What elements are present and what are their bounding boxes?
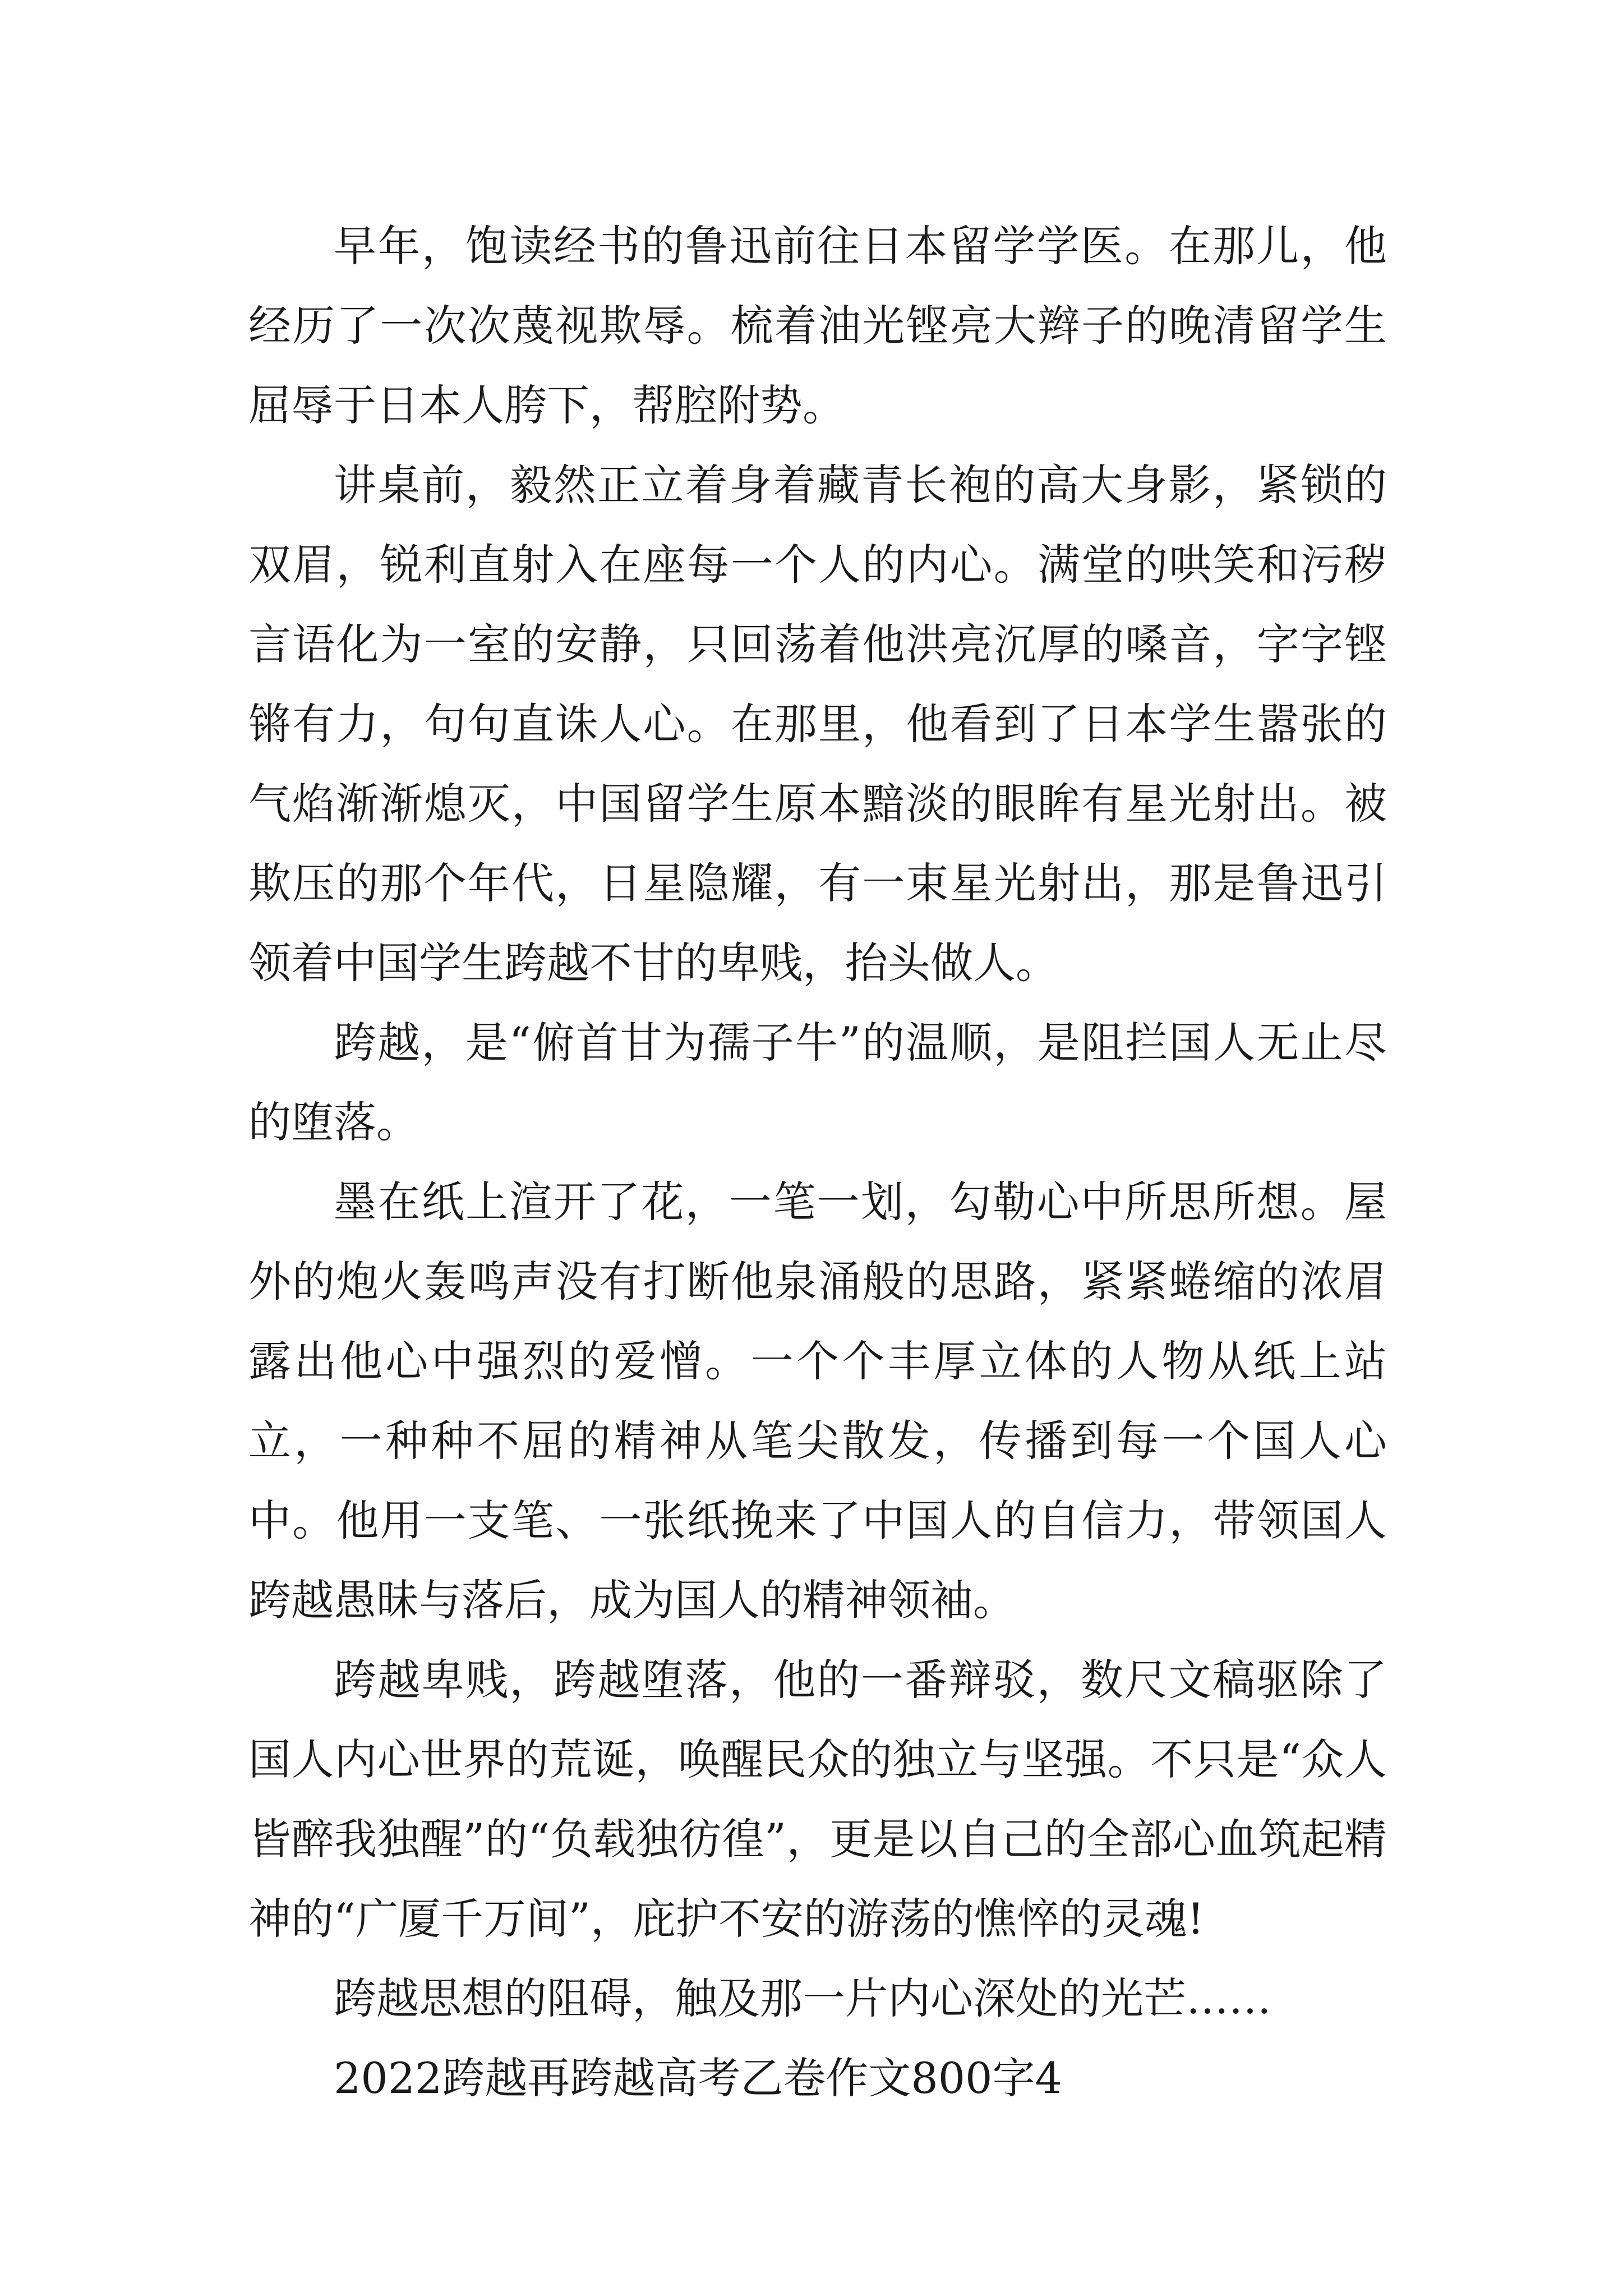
paragraph-5: 跨越卑贱，跨越堕落，他的一番辩驳，数尺文稿驱除了国人内心世界的荒诞，唤醒民众的独立与坚强。不只是“众人皆醉我独醒”的“负载独彷徨”，更是以自己的全部心血筑起精神的“广厦千万间”，庇护不安的游荡的憔悴的灵魂! (248, 1655, 1387, 1944)
paragraph-3: 跨越，是“俯首甘为孺子牛”的温顺，是阻拦国人无止尽的堕落。 (248, 1018, 1387, 1147)
essay-heading: 2022跨越再跨越高考乙卷作文800字4 (334, 2053, 1062, 2103)
paragraph-1: 早年，饱读经书的鲁迅前往日本留学学医。在那儿，他经历了一次次蔑视欺辱。梳着油光铿亮大辫子的晚清留学生屈辱于日本人胯下，帮腔附势。 (248, 221, 1387, 430)
paragraph-4: 墨在纸上渲开了花，一笔一划，勾勒心中所思所想。屋外的炮火轰鸣声没有打断他泉涌般的思路，紧紧蜷缩的浓眉露出他心中强烈的爱憎。一个个丰厚立体的人物从纸上站立，一种种不屈的精神从笔尖散发，传播到每一个国人心中。他用一支笔、一张纸挽来了中国人的自信力，带领国人跨越愚昧与落后，成为国人的精神领袖。 (248, 1177, 1387, 1625)
paragraph-6: 跨越思想的阻碍，触及那一片内心深处的光芒…… (334, 1973, 1271, 2023)
paragraph-2: 讲桌前，毅然正立着身着藏青长袍的高大身影，紧锁的双眉，锐利直射入在座每一个人的内心。满堂的哄笑和污秽言语化为一室的安静，只回荡着他洪亮沉厚的嗓音，字字铿锵有力，句句直诛人心。在那里，他看到了日本学生嚣张的气焰渐渐熄灭，中国留学生原本黯淡的眼眸有星光射出。被欺压的那个年代，日星隐耀，有一束星光射出，那是鲁迅引领着中国学生跨越不甘的卑贱，抬头做人。 (248, 460, 1387, 988)
essay-body (248, 206, 1387, 2118)
